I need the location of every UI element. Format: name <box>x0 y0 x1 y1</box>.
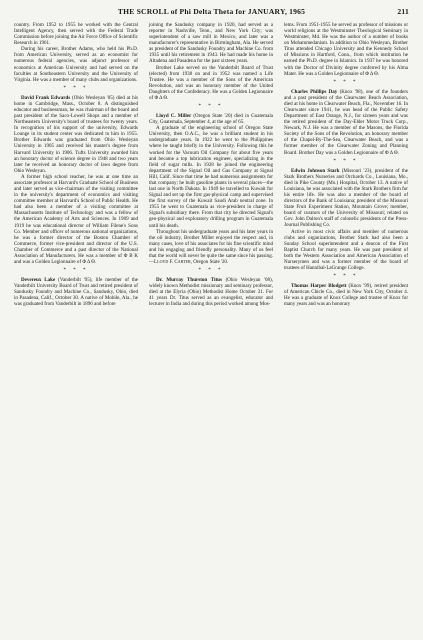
obituary-name: Dr. Murray Thurston Titus <box>156 277 222 284</box>
obituary-name: Charles Phillips Day <box>291 88 338 95</box>
obituary-name: David Frank Edwards <box>21 94 71 101</box>
obituary-text: (Missouri '23), president of the Stark Brothers Nurseries and Orchards Co., Louisiana, Mo., died in Pike County (Mo.) Hospital, October 13. A native of Louisiana, he was associated with the Stark Brothers firm for his entire life. He was also a member of the board of directors of the Bank of Louisiana; president of the Missouri State Fruit Experiment Station, Mountain Grove; member, board of curators of the University of Missouri; related on Gov. John Dalton's staff of colonelic presidents of the Press-Journal Publishing Co. <box>284 167 408 229</box>
obituary-text: (Oregon State '20) died in Guatemala City, Guatemala, September 4, at the age of 65. <box>149 113 273 126</box>
section-divider: * * * <box>63 85 89 91</box>
paragraph <box>149 229 273 265</box>
obituary-name: Lloyd C. Miller <box>156 113 192 120</box>
column-1 <box>14 22 138 308</box>
paragraph: Active in most civic affairs and member of numerous clubs and organizations, Brother Stark had also been a Sunday School superintendent and a deacon of the First Baptist Church for many years. He was past president of both the Western Association and American Association of Nurserymen and was a former member of the board of trustees of Hannibal-LaGrange College. <box>284 228 408 271</box>
obituary-name: Devereux Lake <box>21 277 56 284</box>
obituary-text: (Ohio Wesleyan '05) died at his home in Cambridge, Mass., October 8. A distinguished educator and businessman, he was chairman of the board and past president of the Saco-Lowell Shops and a member of Northeastern University's board of trustees for twenty years. In recognition of his support of the university, Edwards Lounge in its student center was dedicated to him in 1955. Brother Edwards was graduated from Ohio Wesleyan University in 1905 and received his master's degree from Harvard University in 1906. Tufts University awarded him an honorary doctor of science degree in 1948 and two years later he received an honorary doctor of laws degree from Ohio Wesleyan. <box>14 94 138 174</box>
paragraph: lems. From 1951-1955 he served as professor of missions or world religions at the Westminster Theological Seminary in Westminster, Md. He was the author of a number of books on Mohammedanism. In addition to Ohio Wesleyan, Brother Titus attended Chicago University and the Kennedy School of Missions in Hartford, Conn., from which institution he earned the Ph.D. degree in Islamics. In 1937 he was honored with the Doctor of Divinity degree conferred by his Alma Mater. He was a Golden Legionnaire of Φ Δ Θ. <box>284 22 408 77</box>
paragraph: During his career, Brother Adams, who held his Ph.D. from American University, served as an economist for numerous federal agencies, was adjunct professor of economics at American University and had served on the faculties at Southeastern University and the University of Virginia. He was a member of many clubs and organizations. <box>14 46 138 83</box>
obituary-text: (Vanderbilt '95), life member of the Vanderbilt University Board of Trust and retired president of Sandusky Foundry and Machine Co., Sandusky, Ohio, died in Pasadena, Calif., October 30. A native of Mobile, Ala., he was graduated from Vanderbilt in 1896 and before <box>14 277 138 308</box>
obituary-name: Thomas Harper Blodgett <box>291 283 347 290</box>
obituary-entry <box>149 277 273 307</box>
section-divider: * * * <box>333 79 359 85</box>
obituary-entry <box>14 277 138 307</box>
section-divider: * * * <box>198 104 224 110</box>
obituary-entry <box>149 113 273 125</box>
paragraph: country. From 1952 to 1955 he worked with the Central Intelligent Agency, then served with the Federal Trade Commission before joining the Air Force Office of Scientific Research in 1961. <box>14 22 138 47</box>
obituary-name: Edwin Johnson Stark <box>291 167 340 174</box>
obituary-text: (Knox '99), retired president of American Chicle Co., died in New York City, October 4. He was a graduate of Knox College and trustee of Knox for many years and was an honorary <box>284 283 408 308</box>
signature-affiliation: , Oregon State '20. <box>190 258 229 265</box>
paragraph: A graduate of the engineering school of Oregon State University, then O.A.C., he was a brilliant student in his undergraduate years. In 1922 he went to the Philippines where he taught briefly in the University. Following this he worked for the Vacuum Oil Company for about five years and became a top lubrication engineer, specializing in the field of sugar mills. In 1928 he joined the engineering department of the Signal Oil and Gas Company at Signal Hill, Calif. Since that time he had numerous assignments for that company; he built gasoline plants in several places—the last one in North Dakota. In 1949 he travelled to Kuwait for Signal and set up the first gas-physical camp and supervised the first survey of the Kuwait Saudi Arab neutral zone. In 1955 he went to Guatemala as vice-president in charge of Signal's subsidiary there. From that city he directed Signal's geo-physical and exploratory drilling program in Guatemala until his death. <box>149 125 273 229</box>
paragraph: Brother Lake served on the Vanderbilt Board of Trust (elected) from 1938 on and in 1952 was named a Life Trustee. He was a member of the Sons of the American Revolution, and was an honorary member of the United Daughters of the Confederacy. He was a Golden Legionnaire of Φ Δ Θ. <box>149 64 273 101</box>
column-3 <box>284 22 408 307</box>
paragraph: joining the Sandusky company in 1920, had served as a reporter in Nashville, Tenn., and New York City; was superintendent of a saw mill in Mexico, and later was a manufacturer's representative in Birmingham, Ala. He served as president of the Sandusky Foundry and Machine Co. from 1935 until his retirement in 1943. He had made his home in Altadena and Pasadena for the past sixteen years. <box>149 22 273 65</box>
page-header <box>14 7 409 21</box>
obituary-entry <box>284 168 408 229</box>
obituary-entry <box>14 95 138 174</box>
running-title: THE SCROLL of Phi Delta Theta for JANUARY, 1965 <box>117 7 306 16</box>
page-number: 211 <box>397 7 409 16</box>
section-divider: * * * <box>63 268 89 274</box>
signature: Lloyd F. Carter <box>154 258 191 265</box>
obituary-text: (Knox '98), one of the founders and a past president of the Clearwater Beach Association, died at his home in Clearwater Beach, Fla., November 16. In Clearwater since 1941, he was head of the Public Safety Department of East Orange, N.J., for sixteen years and was the retired president of the Day-Elder Motor Truck Corp., Newark, N.J. He was a member of the Masons, the Florida Society of the Sons of the Revolution, an honorary member of the Chapel-By-The-Sea, Clearwater Beach, and was a former member of the Clearwater Zoning and Planning Board. Brother Day was a Golden Legionnaire of Φ Δ Θ. <box>284 88 408 156</box>
obituary-entry <box>284 89 408 156</box>
section-divider: * * * <box>198 268 224 274</box>
obituary-entry <box>284 283 408 307</box>
section-divider: * * * <box>333 158 359 164</box>
section-divider: * * * <box>333 274 359 280</box>
obituary-text: (Ohio Wesleyan '08), widely known Methodist missionary and seminary professor, died at the Elyria (Ohio) Methodist Home October 31. For 41 years Dr. Titus served as an evangelist, educator and lecturer in India and during this period worked among Mos- <box>149 277 273 308</box>
column-2 <box>149 22 273 308</box>
paragraph-text: Throughout his undergraduate years and his later years in the oil industry, Brother Miller enjoyed the respect and, in many cases, love of his associates for his fine scientific mind and his engaging and friendly personality. Many of us feel that the world will never be quite the same since his passing.— <box>149 228 273 265</box>
paragraph: A former high school teacher, he was at one time an associate professor at Harvard's Graduate School of Business and later served as vice-chairman of the visiting committee in the university's department of economics and visiting committee member at Harvard's School of Public Health. He had also been a member of a visiting committee at Massachusetts Institute of Technology and was a fellow of the American Academy of Arts and Sciences. In 1909 and 1919 he was educational director of William Filene's Sons Co. Member and officer of numerous national organizations, he was a former director of the Boston Chamber of Commerce, former vice-president and director of the U.S. Chamber of Commerce and a past director of the National Association of Manufacturers. He was a member of Φ Β Κ and was a Golden Legionnaire of Φ Δ Θ. <box>14 173 138 265</box>
